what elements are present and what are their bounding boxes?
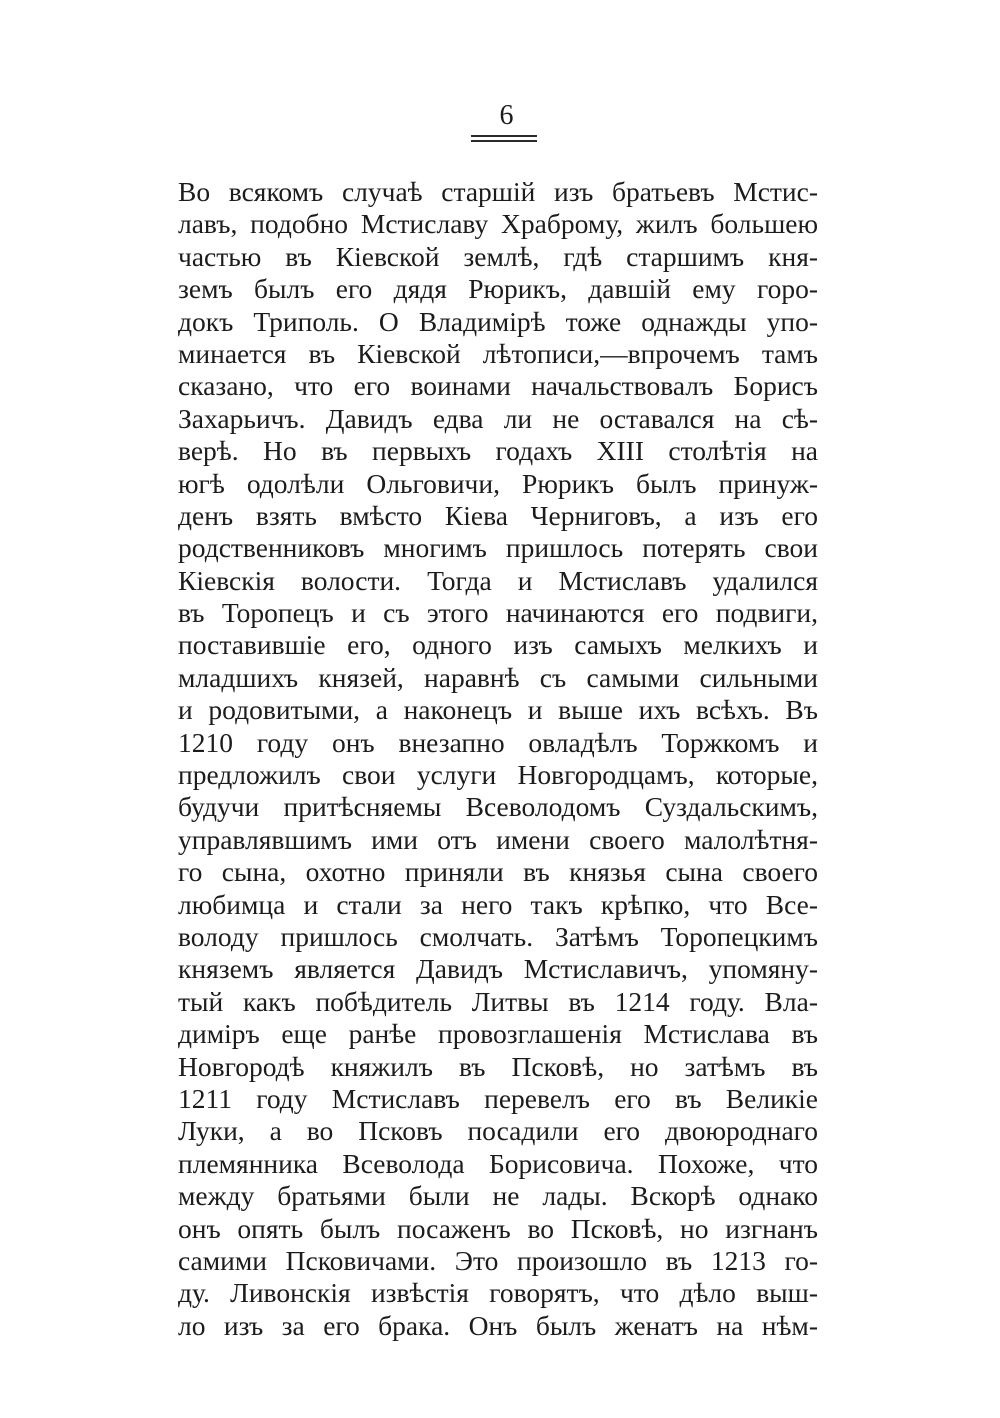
text-line: предложилъ свои услуги Новгородцамъ, которые, (178, 759, 818, 791)
text-line: го сына, охотно приняли въ князья сына своего (178, 856, 818, 888)
text-line: любимца и стали за него такъ крѣпко, что Все- (178, 888, 818, 920)
page-number: 6 (499, 100, 515, 131)
text-line: управлявшимъ ими отъ имени своего малолѣтня- (178, 823, 818, 855)
text-line: онъ опять былъ посаженъ во Псковѣ, но изгнанъ (178, 1212, 818, 1244)
text-line: самими Псковичами. Это произошло въ 1213 го- (178, 1244, 818, 1276)
page-number-rule-bottom (471, 140, 537, 142)
text-line: княземъ является Давидъ Мстиславичъ, упомяну- (178, 953, 818, 985)
text-line: 1210 году онъ внезапно овладѣлъ Торжкомъ и (178, 726, 818, 758)
text-line: денъ взять вмѣсто Кіева Черниговъ, а изъ его (178, 499, 818, 531)
text-line: и родовитыми, а наконецъ и выше ихъ всѣхъ. Въ (178, 694, 818, 726)
text-line: сказано, что его воинами начальствовалъ Борисъ (178, 370, 818, 402)
text-line: ло изъ за его брака. Онъ былъ женатъ на нѣм- (178, 1309, 818, 1341)
text-line: минается въ Кіевской лѣтописи,—впрочемъ тамъ (178, 337, 818, 369)
text-line: Луки, а во Псковъ посадили его двоюроднаго (178, 1115, 818, 1147)
text-line: племянника Всеволода Борисовича. Похоже, что (178, 1147, 818, 1179)
text-line: Новгородѣ княжилъ въ Псковѣ, но затѣмъ въ (178, 1050, 818, 1082)
text-line: докъ Триполь. О Владимірѣ тоже однажды упо- (178, 305, 818, 337)
text-line: верѣ. Но въ первыхъ годахъ XIII столѣтія на (178, 435, 818, 467)
text-line: югѣ одолѣли Ольговичи, Рюрикъ былъ принуж- (178, 467, 818, 499)
text-line: родственниковъ многимъ пришлось потерять свои (178, 532, 818, 564)
text-line: 1211 году Мстиславъ перевелъ его въ Великіе (178, 1082, 818, 1114)
text-line: Захарьичъ. Давидъ едва ли не оставался на сѣ- (178, 402, 818, 434)
text-line: тый какъ побѣдитель Литвы въ 1214 году. Вла- (178, 985, 818, 1017)
text-line: Во всякомъ случаѣ старшій изъ братьевъ Мстис- (178, 176, 818, 207)
text-line: ду. Ливонскія извѣстія говорятъ, что дѣло выш- (178, 1277, 818, 1309)
text-line: между братьями были не лады. Вскорѣ однако (178, 1180, 818, 1212)
text-line: младшихъ князей, наравнѣ съ самыми сильными (178, 661, 818, 693)
text-line: поставившіе его, одного изъ самыхъ мелкихъ и (178, 629, 818, 661)
text-line: будучи притѣсняемы Всеволодомъ Суздальскимъ, (178, 791, 818, 823)
body-text (178, 176, 818, 1342)
text-line: частью въ Кіевской землѣ, гдѣ старшимъ кня- (178, 240, 818, 272)
text-line: Кіевскія волости. Тогда и Мстиславъ удалился (178, 564, 818, 596)
text-line: володу пришлось смолчать. Затѣмъ Торопецкимъ (178, 920, 818, 952)
page-number-rule-top (471, 135, 537, 137)
text-line: диміръ еще ранѣе провозглашенія Мстислава въ (178, 1018, 818, 1050)
text-line: въ Торопецъ и съ этого начинаются его подвиги, (178, 597, 818, 629)
text-line: земъ былъ его дядя Рюрикъ, давшій ему горо- (178, 273, 818, 305)
text-line: лавъ, подобно Мстиславу Храброму, жилъ большею (178, 208, 818, 240)
